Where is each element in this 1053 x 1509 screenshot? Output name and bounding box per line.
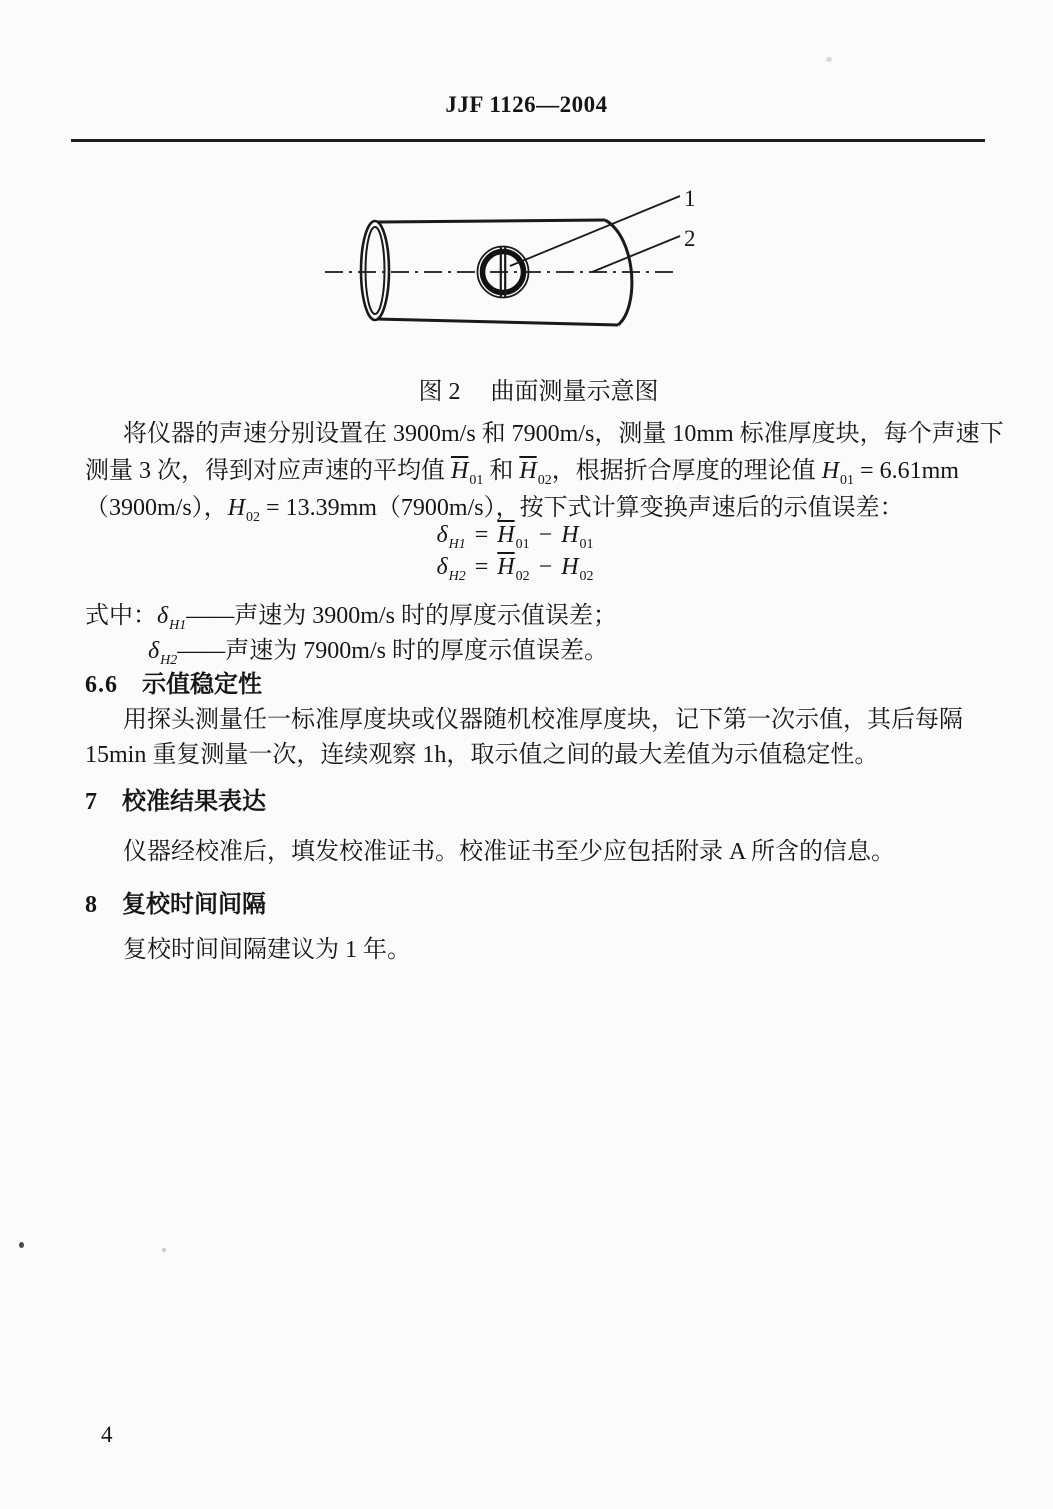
delta-symbol: δ [148, 638, 160, 664]
section-title: 复校时间间隔 [122, 892, 266, 918]
delta-symbol: δ [436, 554, 448, 580]
math-mean-h02: $\overline{H}$ [519, 458, 537, 484]
math-sub: H1 [169, 618, 187, 633]
leader-line-1 [510, 196, 680, 266]
cylinder-bottom-edge [377, 319, 618, 325]
leader-line-2 [592, 236, 680, 272]
math-sub: 02 [515, 569, 530, 584]
section-6-6-line1: 用探头测量任一标准厚度块或仪器随机校准厚度块，记下第一次示值，其后每隔 [123, 707, 963, 733]
section-6-6-line2: 15min 重复测量一次，连续观察 1h，取示值之间的最大差值为示值稳定性。 [85, 742, 879, 768]
math-mean-h: $\overline{H}$ [497, 522, 515, 548]
minus-sign: − [538, 554, 553, 580]
em-dash: —— [177, 638, 226, 664]
figure-caption-number: 图 2 [418, 379, 461, 405]
section-7-heading [85, 781, 266, 816]
em-dash: —— [186, 603, 235, 629]
text-run: 测量 3 次，得到对应声速的平均值 [85, 458, 451, 484]
delta-symbol: δ [436, 522, 448, 548]
formula-delta-h1 [0, 522, 1030, 553]
figure-caption [12, 371, 1053, 406]
scan-speck [826, 57, 832, 62]
where-prefix: 式中： [85, 603, 157, 629]
figure-label-2: 2 [684, 226, 696, 251]
text-run: （3900m/s）， [85, 495, 228, 521]
math-sub: 02 [537, 473, 552, 488]
section-6-6-heading [85, 664, 262, 699]
scan-speck [162, 1248, 166, 1252]
header-rule [71, 139, 985, 142]
figure-label-1: 1 [684, 186, 696, 211]
para-velocity-line3 [85, 487, 904, 525]
equals-sign: = [474, 522, 489, 548]
math-mean-h: $\overline{H}$ [497, 554, 515, 580]
math-sub: 02 [579, 569, 594, 584]
section-8-heading [85, 884, 266, 919]
math-sub: 01 [579, 537, 594, 552]
math-sub: 01 [840, 473, 855, 488]
figure-2-diagram [318, 162, 718, 340]
section-number: 8 [85, 892, 98, 918]
math-sub: 01 [469, 473, 484, 488]
math-sub: H2 [448, 569, 466, 584]
delta-symbol: δ [157, 603, 169, 629]
math-sub: 02 [246, 510, 261, 525]
section-title: 示值稳定性 [142, 672, 262, 698]
cylinder-top-edge [377, 220, 605, 222]
section-number: 7 [85, 789, 98, 815]
where-desc: 声速为 7900m/s 时的厚度示值误差。 [225, 638, 608, 664]
para-velocity-line1: 将仪器的声速分别设置在 3900m/s 和 7900m/s，测量 10mm 标准厚度块，每个声速下 [123, 421, 1004, 447]
scan-speck [19, 1242, 24, 1248]
math-mean-h01: $\overline{H}$ [451, 458, 469, 484]
where-clause-line1 [85, 595, 617, 633]
para-velocity-line2 [85, 450, 959, 488]
standard-code-header: JJF 1126—2004 [445, 92, 608, 117]
where-clause-line2 [148, 630, 608, 668]
math-sub: 01 [515, 537, 530, 552]
math-h: H [561, 522, 579, 548]
where-desc: 声速为 3900m/s 时的厚度示值误差； [234, 603, 617, 629]
text-run: = 6.61mm [854, 458, 959, 484]
section-7-body: 仪器经校准后，填发校准证书。校准证书至少应包括附录 A 所含的信息。 [123, 839, 896, 865]
math-h01: H [821, 458, 840, 484]
math-h: H [561, 554, 579, 580]
pipe-end-ellipse-inner [366, 227, 385, 314]
math-sub: H2 [160, 653, 178, 668]
page-number: 4 [101, 1422, 113, 1447]
text-run: = 13.39mm（7900m/s），按下式计算变换声速后的示值误差： [260, 495, 904, 521]
section-title: 校准结果表达 [122, 789, 266, 815]
math-sub: H1 [448, 537, 466, 552]
formula-delta-h2 [0, 554, 1030, 585]
text-run: ，根据折合厚度的理论值 [551, 458, 822, 484]
figure-caption-title: 曲面测量示意图 [490, 379, 659, 405]
equals-sign: = [474, 554, 489, 580]
section-8-body: 复校时间间隔建议为 1 年。 [123, 937, 411, 963]
minus-sign: − [538, 522, 553, 548]
text-run: 和 [483, 458, 520, 484]
section-number: 6.6 [85, 672, 118, 698]
math-h02: H [227, 495, 246, 521]
